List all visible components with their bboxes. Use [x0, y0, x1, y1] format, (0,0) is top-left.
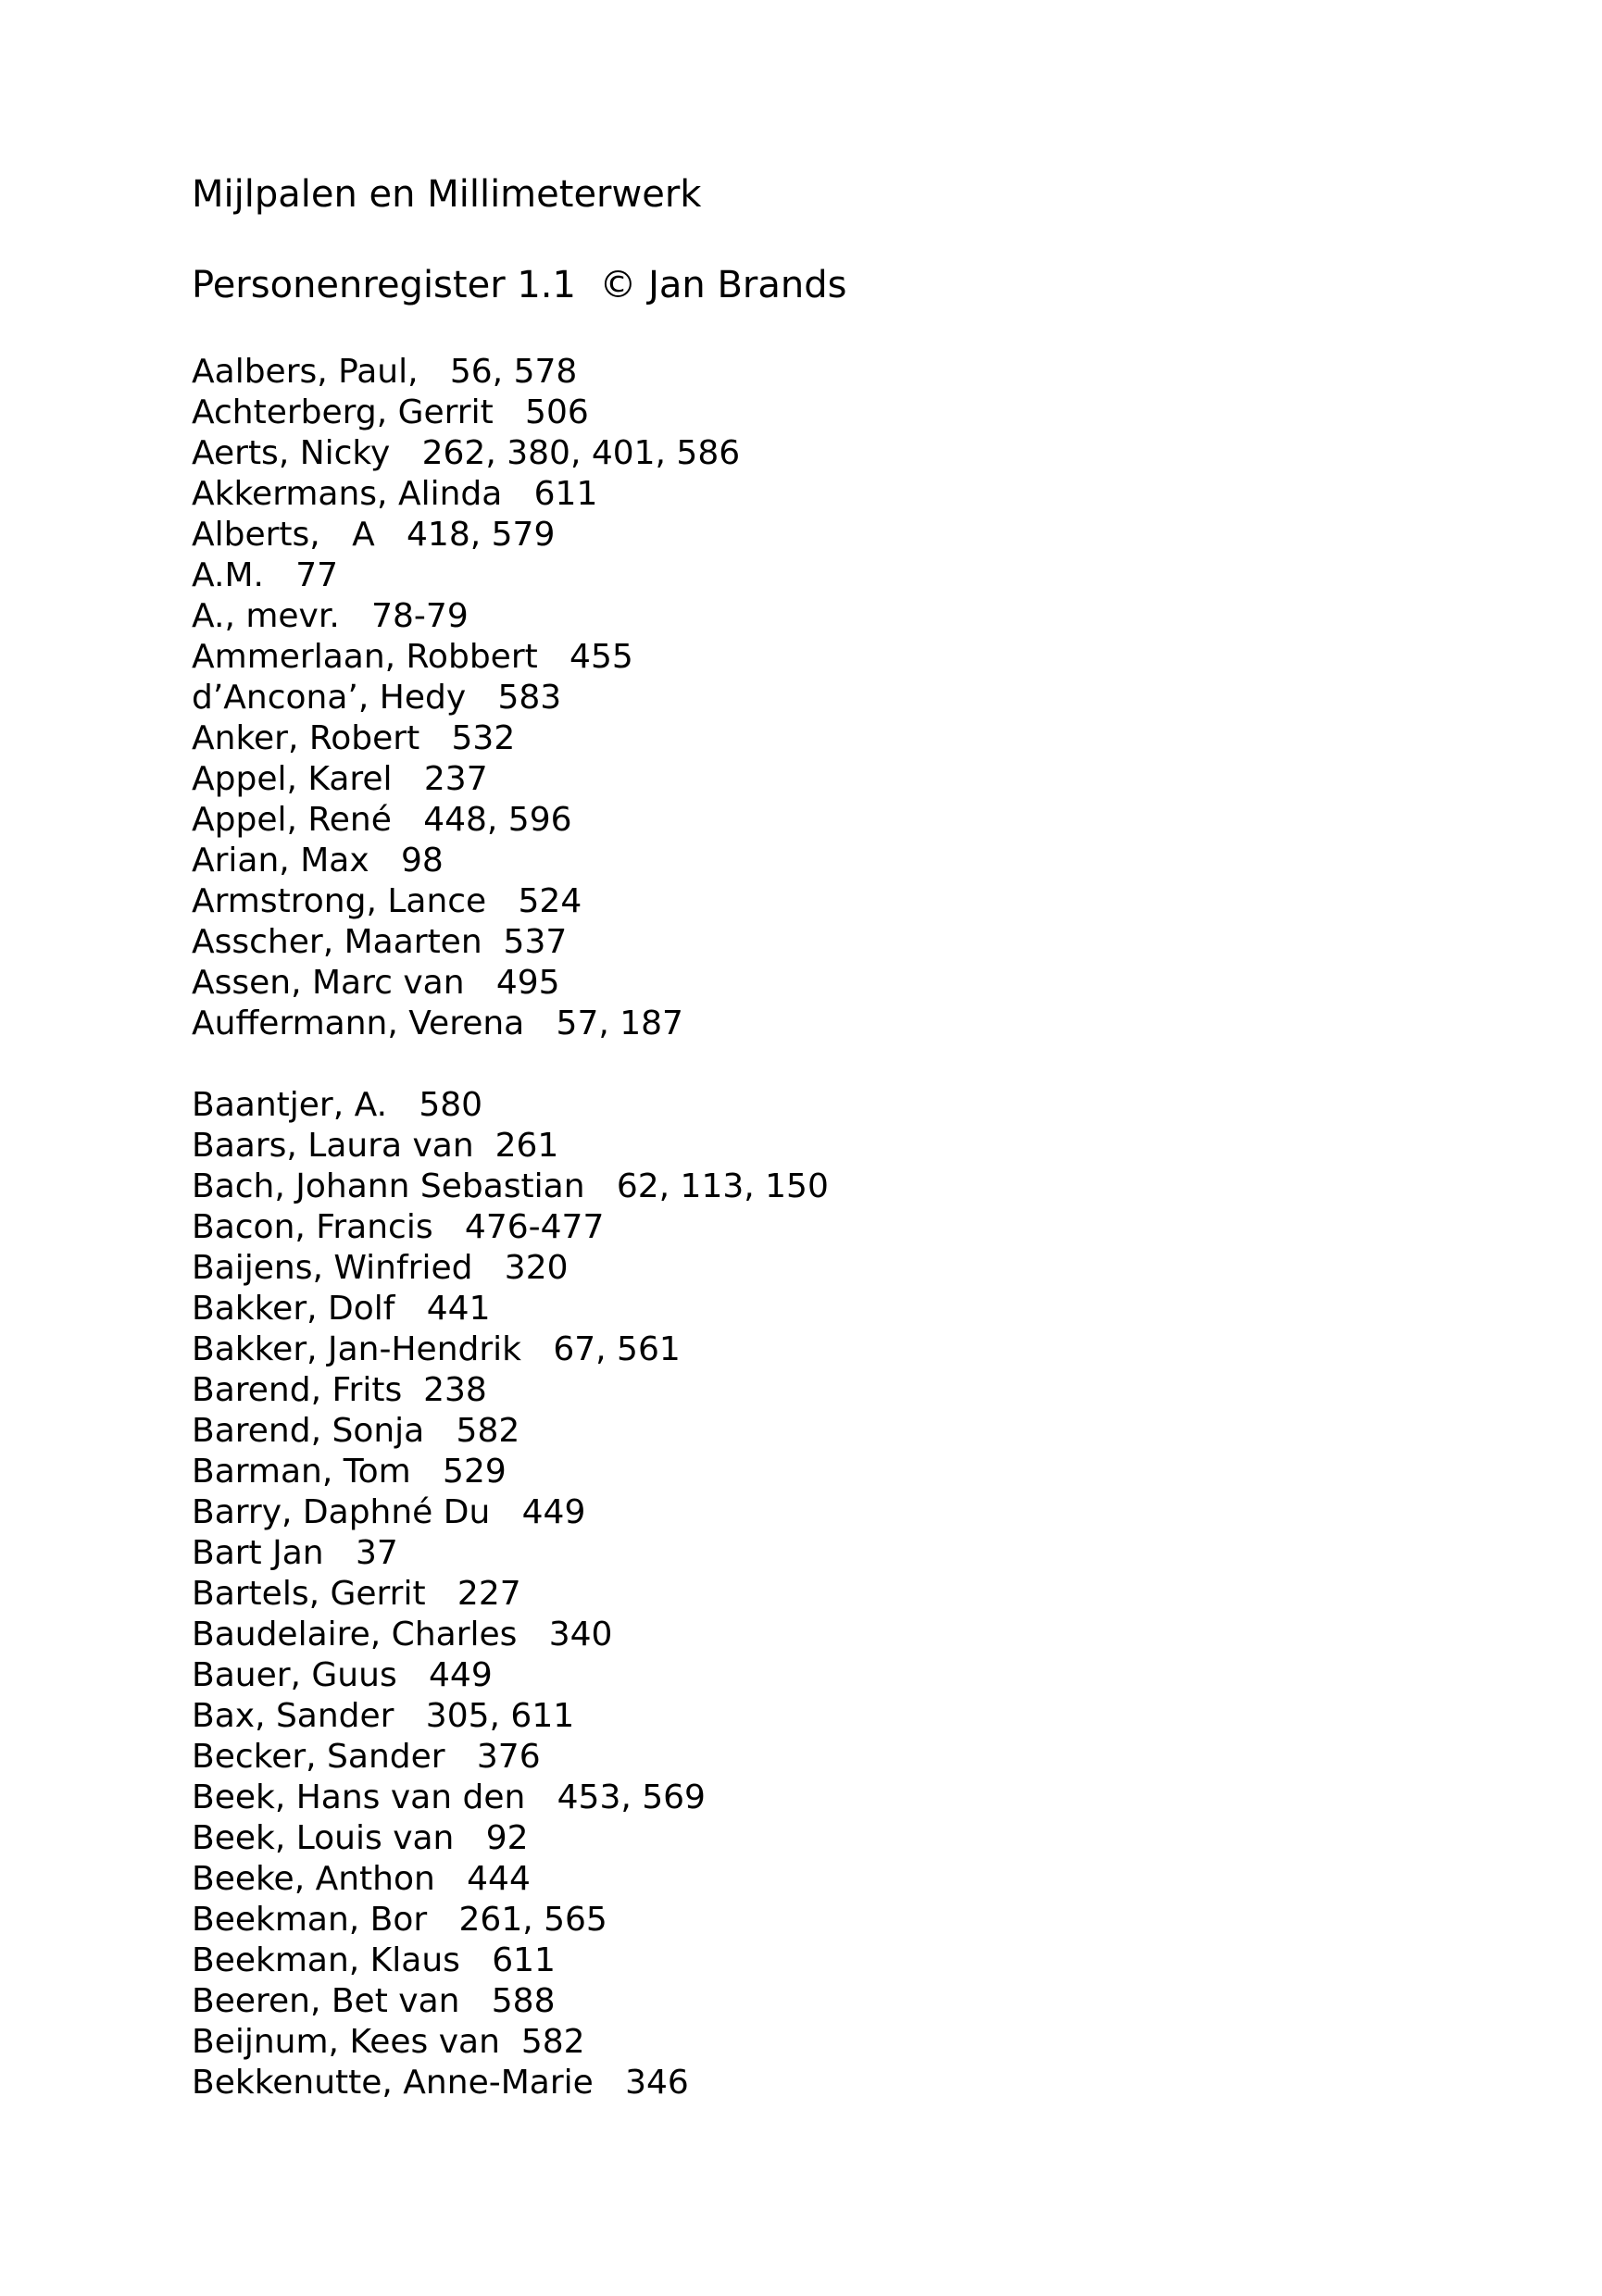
- index-entry: Baantjer, A. 580: [192, 1086, 483, 1124]
- index-entry: Beijnum, Kees van 582: [192, 2023, 585, 2061]
- index-entry: A., mevr. 78-79: [192, 597, 469, 635]
- index-entry: Beek, Louis van 92: [192, 1819, 529, 1857]
- index-entry: Bauer, Guus 449: [192, 1656, 493, 1694]
- index-entry: Aerts, Nicky 262, 380, 401, 586: [192, 434, 741, 472]
- index-entry: Bach, Johann Sebastian 62, 113, 150: [192, 1167, 829, 1205]
- document-page: [192, 172, 1488, 2103]
- index-entry: Beekman, Bor 261, 565: [192, 1901, 607, 1939]
- index-entry: Achterberg, Gerrit 506: [192, 393, 589, 431]
- index-entry: Bax, Sander 305, 611: [192, 1697, 575, 1735]
- index-entry: Baars, Laura van 261: [192, 1127, 559, 1165]
- index-entry: Ammerlaan, Robbert 455: [192, 638, 633, 676]
- index-entry: Barry, Daphné Du 449: [192, 1493, 586, 1531]
- index-entry: Assen, Marc van 495: [192, 964, 560, 1002]
- index-entry: Beek, Hans van den 453, 569: [192, 1778, 706, 1816]
- index-entry: d’Ancona’, Hedy 583: [192, 679, 562, 717]
- index-entry: A.M. 77: [192, 556, 339, 594]
- index-entry: Arian, Max 98: [192, 842, 444, 880]
- index-entry: Bekkenutte, Anne-Marie 346: [192, 2064, 689, 2102]
- index-entry: Beekman, Klaus 611: [192, 1941, 556, 1979]
- index-entry: Baudelaire, Charles 340: [192, 1616, 613, 1653]
- index-entry: Barman, Tom 529: [192, 1453, 507, 1491]
- document-title: Mijlpalen en Millimeterwerk: [192, 173, 702, 216]
- index-entry: Becker, Sander 376: [192, 1738, 541, 1776]
- index-group-b: [192, 1085, 1488, 2103]
- index-entry: Bacon, Francis 476-477: [192, 1208, 605, 1246]
- index-entry: Aalbers, Paul, 56, 578: [192, 353, 578, 391]
- index-entry: Asscher, Maarten 537: [192, 923, 568, 961]
- index-group-a: [192, 352, 1488, 1044]
- index-entry: Bart Jan 37: [192, 1534, 398, 1572]
- index-entry: Barend, Frits 238: [192, 1371, 487, 1409]
- index-entry: Barend, Sonja 582: [192, 1412, 520, 1450]
- index-entry: Appel, René 448, 596: [192, 801, 572, 839]
- index-entry: Beeke, Anthon 444: [192, 1860, 531, 1898]
- index-entry: Bakker, Jan-Hendrik 67, 561: [192, 1330, 681, 1368]
- document-subtitle: Personenregister 1.1 © Jan Brands: [192, 264, 847, 306]
- index-entry: Bakker, Dolf 441: [192, 1290, 491, 1328]
- index-entry: Alberts, A 418, 579: [192, 516, 556, 554]
- index-entry: Auffermann, Verena 57, 187: [192, 1004, 683, 1042]
- index-entry: Armstrong, Lance 524: [192, 882, 582, 920]
- index-entry: Appel, Karel 237: [192, 760, 488, 798]
- index-entry: Anker, Robert 532: [192, 719, 516, 757]
- index-entry: Akkermans, Alinda 611: [192, 475, 598, 513]
- index-entry: Baijens, Winfried 320: [192, 1249, 569, 1287]
- index-entry: Beeren, Bet van 588: [192, 1982, 556, 2020]
- index-entry: Bartels, Gerrit 227: [192, 1575, 521, 1613]
